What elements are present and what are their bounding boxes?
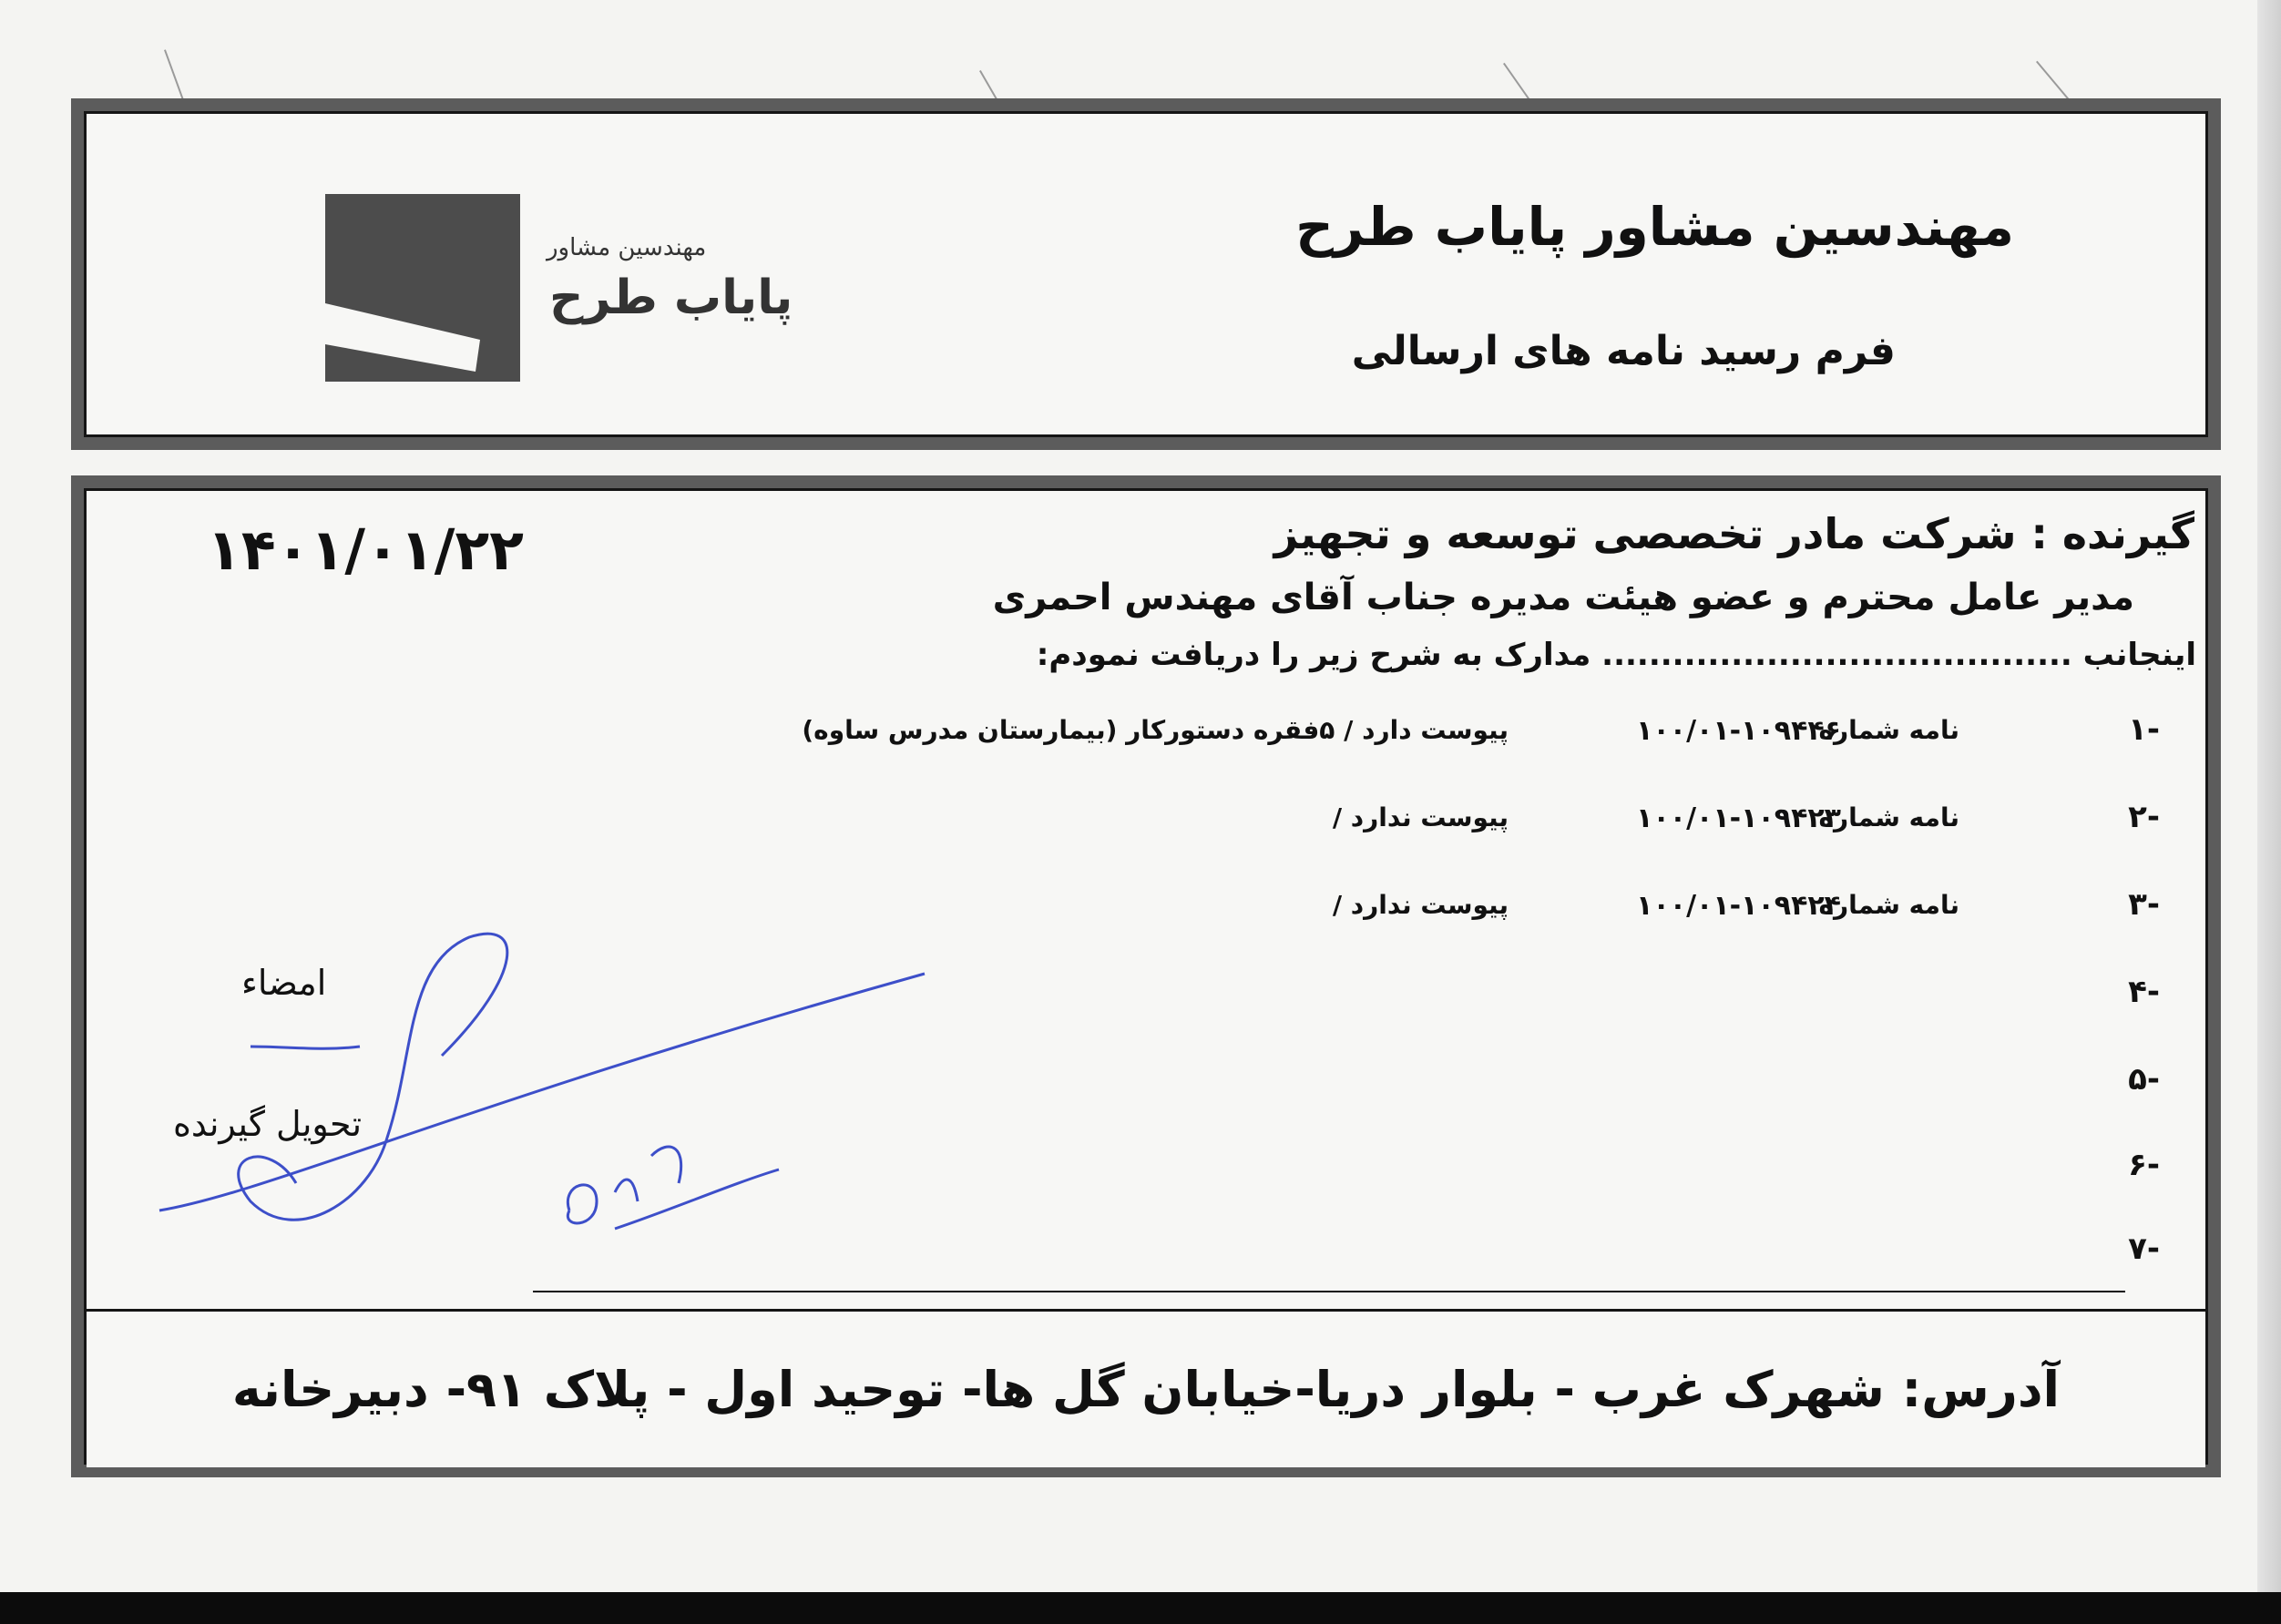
item-description: پیوست ندارد /	[1332, 802, 1509, 832]
receipt-frame	[71, 475, 2221, 1477]
item-label: نامه شماره	[1818, 715, 1959, 745]
item-label: نامه شماره	[1818, 890, 1959, 920]
intro-text: اینجانب ........................................ مدارک به شرح زیر را دریافت نمودم:	[1036, 637, 2196, 673]
item-number: -۴	[2128, 974, 2160, 1010]
item-number: -۳	[2128, 886, 2160, 923]
item-code: ۱۰۰/۰۱-۱۰۹۴۴۶	[1636, 715, 1841, 747]
item-number: -۵	[2128, 1061, 2160, 1098]
item-code: ۱۰۰/۰۱-۱۰۹۴۲۳	[1636, 802, 1841, 834]
scan-shadow	[0, 1592, 2281, 1624]
page-edge	[2257, 0, 2281, 1592]
logo-subtitle: مهندسین مشاور	[547, 234, 707, 261]
company-name: مهندسین مشاور پایاب طرح	[1295, 196, 2014, 258]
recipient: گیرنده : شرکت مادر تخصصی توسعه و تجهیز	[1273, 509, 2194, 558]
logo-wordmark: پایاب طرح	[549, 271, 793, 325]
address-box	[87, 1309, 2205, 1467]
item-label: نامه شماره	[1818, 802, 1959, 832]
item-description: پیوست دارد / ۵فقره دستورکار (بیمارستان مدرس ساوه)	[802, 715, 1509, 745]
item-code: ۱۰۰/۰۱-۱۰۹۴۲۴	[1636, 890, 1841, 922]
logo-stroke-icon	[325, 194, 520, 382]
item-number: -۶	[2128, 1147, 2160, 1183]
item-description: پیوست ندارد /	[1332, 890, 1509, 920]
letter-date: ۱۴۰۱/۰۱/۲۲	[207, 516, 525, 583]
header-panel	[84, 111, 2208, 437]
item-row	[92, 799, 2205, 850]
handwritten-signature	[141, 910, 961, 1292]
header-frame	[71, 98, 2221, 450]
signature-label: امضاء	[241, 963, 327, 1003]
addressee: مدیر عامل محترم و عضو هیئت مدیره جناب آقای مهندس احمری	[992, 577, 2134, 618]
item-row	[92, 711, 2205, 762]
receipt-panel	[84, 488, 2208, 1465]
form-title: فرم رسید نامه های ارسالی	[1351, 328, 1896, 374]
item-number: -۱	[2128, 711, 2160, 748]
receiver-label: تحویل گیرنده	[173, 1104, 363, 1144]
item-number: -۷	[2128, 1231, 2160, 1267]
item-number: -۲	[2128, 799, 2160, 835]
company-logo	[325, 194, 520, 382]
address: آدرس: شهرک غرب - بلوار دریا-خیابان گل ها- توحید اول - پلاک ۹۱- دبیرخانه	[231, 1361, 2061, 1418]
